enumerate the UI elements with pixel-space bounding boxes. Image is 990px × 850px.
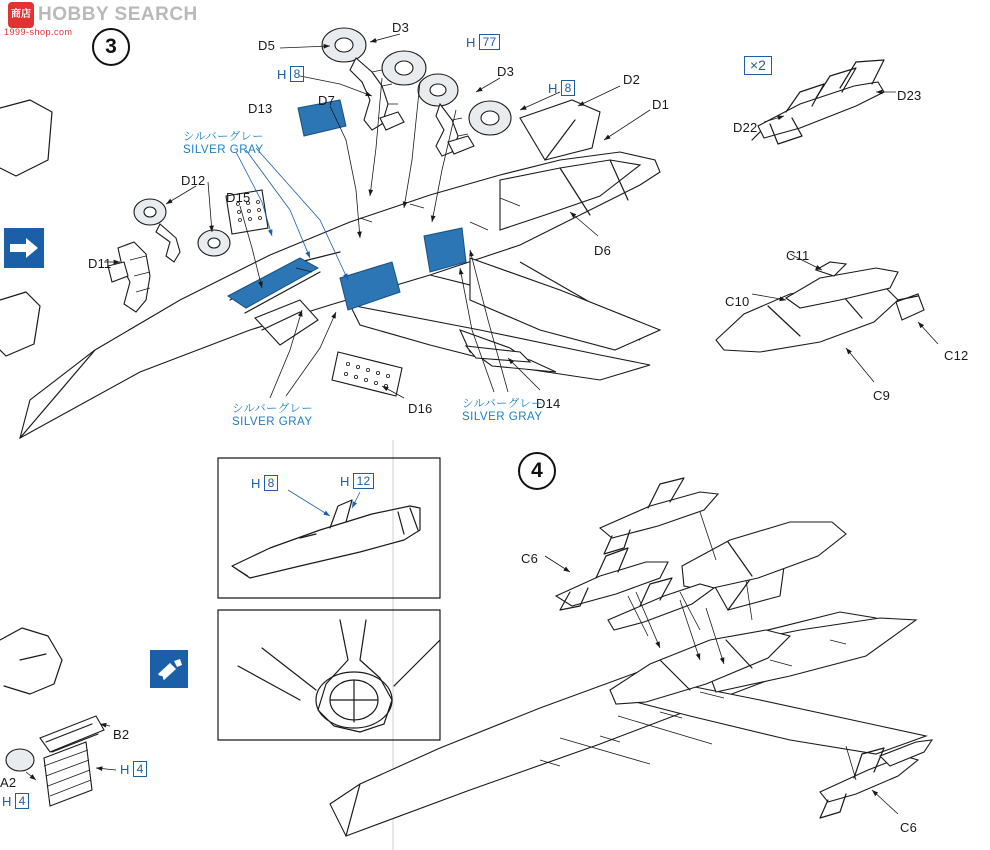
direction-arrow-icon	[4, 228, 44, 268]
part-number-8: 8	[264, 475, 279, 491]
watermark	[8, 2, 198, 28]
part-label-h77	[466, 34, 500, 50]
part-label-h4-a	[120, 761, 147, 777]
color-note-en: SILVER GRAY	[183, 144, 264, 156]
part-letter-h: H	[120, 761, 130, 777]
detail-part-label-h8	[251, 475, 278, 491]
color-note-silver-gray-3	[462, 398, 543, 424]
part-label-h4-b	[2, 793, 29, 809]
part-label-b2: B2	[113, 727, 130, 742]
color-note-jp: シルバーグレー	[183, 131, 264, 143]
quantity-badge-x2: ×2	[744, 56, 772, 75]
part-number-77: 77	[479, 34, 501, 50]
part-letter-h: H	[340, 473, 350, 489]
part-label-c6-b: C6	[900, 820, 918, 835]
part-letter-h: H	[466, 34, 476, 50]
part-label-d15: D15	[226, 190, 251, 205]
watermark-url: 1999-shop.com	[4, 27, 73, 37]
part-label-d3-a: D3	[392, 20, 410, 35]
part-label-d11: D11	[88, 256, 112, 271]
part-letter-h: H	[277, 66, 287, 82]
part-label-d22: D22	[733, 120, 758, 135]
step-number-4: 4	[518, 452, 556, 490]
part-letter-h: H	[548, 80, 558, 96]
step-number-3: 3	[92, 28, 130, 66]
part-label-c10: C10	[725, 294, 750, 309]
watermark-logo: 商店	[8, 2, 34, 28]
part-label-h8-a	[277, 66, 304, 82]
part-label-d3-b: D3	[497, 64, 515, 79]
part-letter-h: H	[251, 475, 261, 491]
detail-part-label-h12	[340, 473, 374, 489]
color-note-silver-gray-2	[232, 403, 313, 429]
part-label-d13: D13	[248, 101, 273, 116]
part-label-d2: D2	[623, 72, 641, 87]
part-label-d14: D14	[536, 396, 561, 411]
cement-tool-icon	[150, 650, 188, 688]
color-note-en: SILVER GRAY	[232, 416, 313, 428]
part-label-d5: D5	[258, 38, 276, 53]
color-note-jp: シルバーグレー	[462, 398, 543, 410]
part-label-d1: D1	[652, 97, 670, 112]
part-label-a2: A2	[0, 775, 17, 790]
part-label-d23: D23	[897, 88, 922, 103]
part-label-c9: C9	[873, 388, 891, 403]
part-letter-h: H	[2, 793, 12, 809]
part-number-8: 8	[561, 80, 576, 96]
part-label-h8-b	[548, 80, 575, 96]
part-label-d12: D12	[181, 173, 206, 188]
color-note-jp: シルバーグレー	[232, 403, 313, 415]
part-number-8: 8	[290, 66, 305, 82]
watermark-brand: HOBBY SEARCH	[38, 4, 198, 25]
part-label-d7: D7	[318, 93, 336, 108]
color-note-en: SILVER GRAY	[462, 411, 543, 423]
part-label-d16: D16	[408, 401, 433, 416]
part-label-c6-a: C6	[521, 551, 539, 566]
part-number-4: 4	[15, 793, 30, 809]
part-label-c11: C11	[786, 248, 810, 263]
part-number-4: 4	[133, 761, 148, 777]
part-label-d6: D6	[594, 243, 612, 258]
part-label-c12: C12	[944, 348, 969, 363]
part-number-12: 12	[353, 473, 375, 489]
color-note-silver-gray-1	[183, 131, 264, 157]
